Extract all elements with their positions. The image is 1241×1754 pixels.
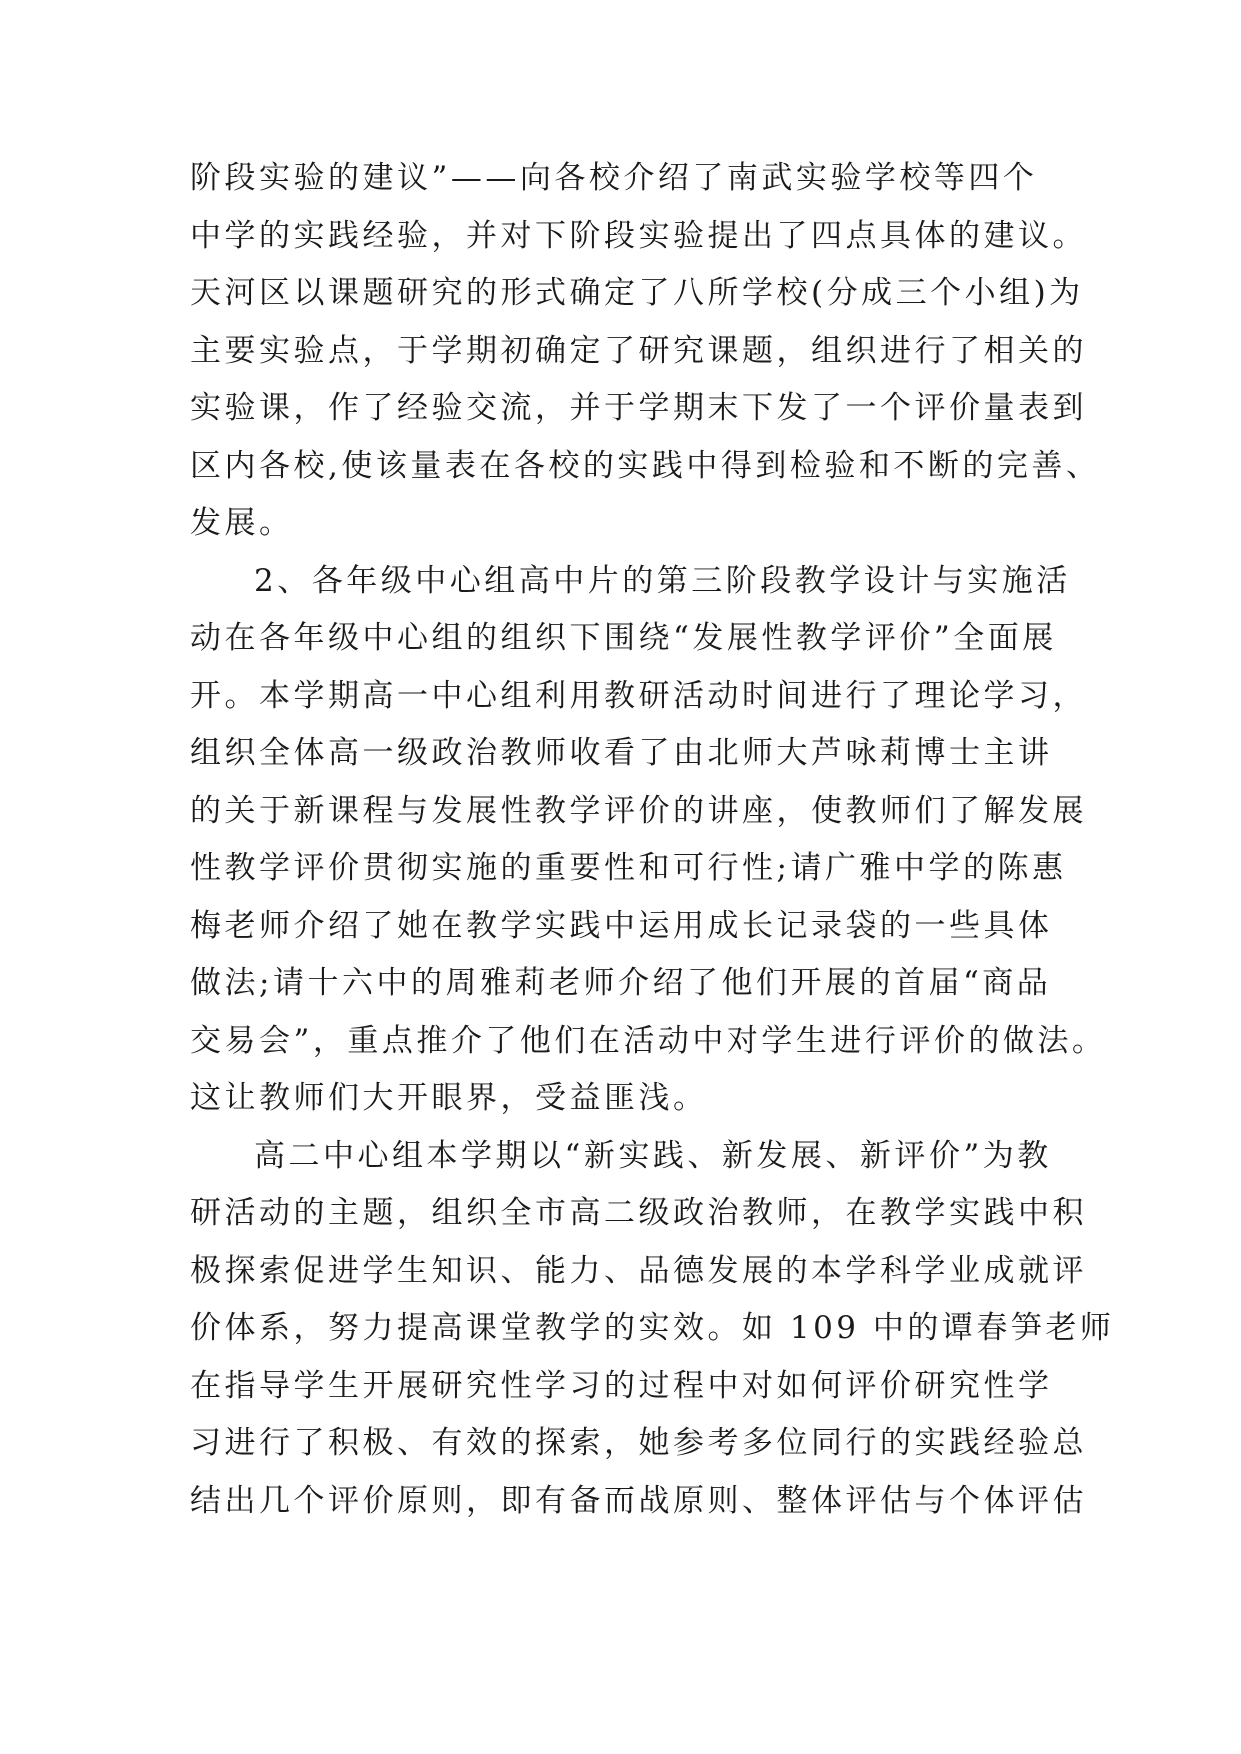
text-line: 研活动的主题，组织全市高二级政治教师，在教学实践中积	[190, 1195, 1087, 1231]
text-line: 在指导学生开展研究性学习的过程中对如何评价研究性学	[190, 1367, 1053, 1404]
text-line: 交易会”，重点推介了他们在活动中对学生进行评价的做法。	[190, 1022, 1107, 1059]
text-line: 区内各校,使该量表在各校的实践中得到检验和不断的完善、	[190, 447, 1101, 484]
text-line: 极探索促进学生知识、能力、品德发展的本学科学业成就评	[190, 1252, 1087, 1289]
text-line: 性教学评价贯彻实施的重要性和可行性;请广雅中学的陈惠	[190, 850, 1067, 886]
text-line: 习进行了积极、有效的探索，她参考多位同行的实践经验总	[190, 1425, 1087, 1461]
text-line: 价体系，努力提高课堂教学的实效。如 109 中的谭春笋老师	[190, 1310, 1115, 1346]
text-line: 实验课，作了经验交流，并于学期末下发了一个评价量表到	[190, 390, 1087, 426]
text-line: 动在各年级中心组的组织下围绕“发展性教学评价”全面展	[190, 620, 1057, 656]
text-line: 组织全体高一级政治教师收看了由北师大芦咏莉博士主讲	[190, 735, 1053, 771]
text-line: 中学的实践经验，并对下阶段实验提出了四点具体的建议。	[190, 217, 1087, 254]
text-line: 梅老师介绍了她在教学实践中运用成长记录袋的一些具体	[190, 907, 1053, 944]
body-text	[190, 150, 1115, 1530]
text-line: 发展。	[190, 505, 294, 541]
text-line: 主要实验点，于学期初确定了研究课题，组织进行了相关的	[190, 332, 1087, 369]
text-line: 天河区以课题研究的形式确定了八所学校(分成三个小组)为	[190, 275, 1084, 311]
text-line: 结出几个评价原则，即有备而战原则、整体评估与个体评估	[190, 1482, 1087, 1519]
text-line: 的关于新课程与发展性教学评价的讲座，使教师们了解发展	[190, 792, 1087, 829]
text-line: 开。本学期高一中心组利用教研活动时间进行了理论学习，	[190, 677, 1087, 714]
paragraph-first-line: 2、各年级中心组高中片的第三阶段教学设计与实施活	[254, 562, 1071, 599]
text-line: 做法;请十六中的周雅莉老师介绍了他们开展的首届“商品	[190, 965, 1052, 1001]
text-line: 阶段实验的建议”——向各校介绍了南武实验学校等四个	[190, 160, 1038, 196]
paragraph-first-line: 高二中心组本学期以“新实践、新发展、新评价”为教	[254, 1137, 1052, 1174]
text-line: 这让教师们大开眼界，受益匪浅。	[190, 1080, 708, 1116]
